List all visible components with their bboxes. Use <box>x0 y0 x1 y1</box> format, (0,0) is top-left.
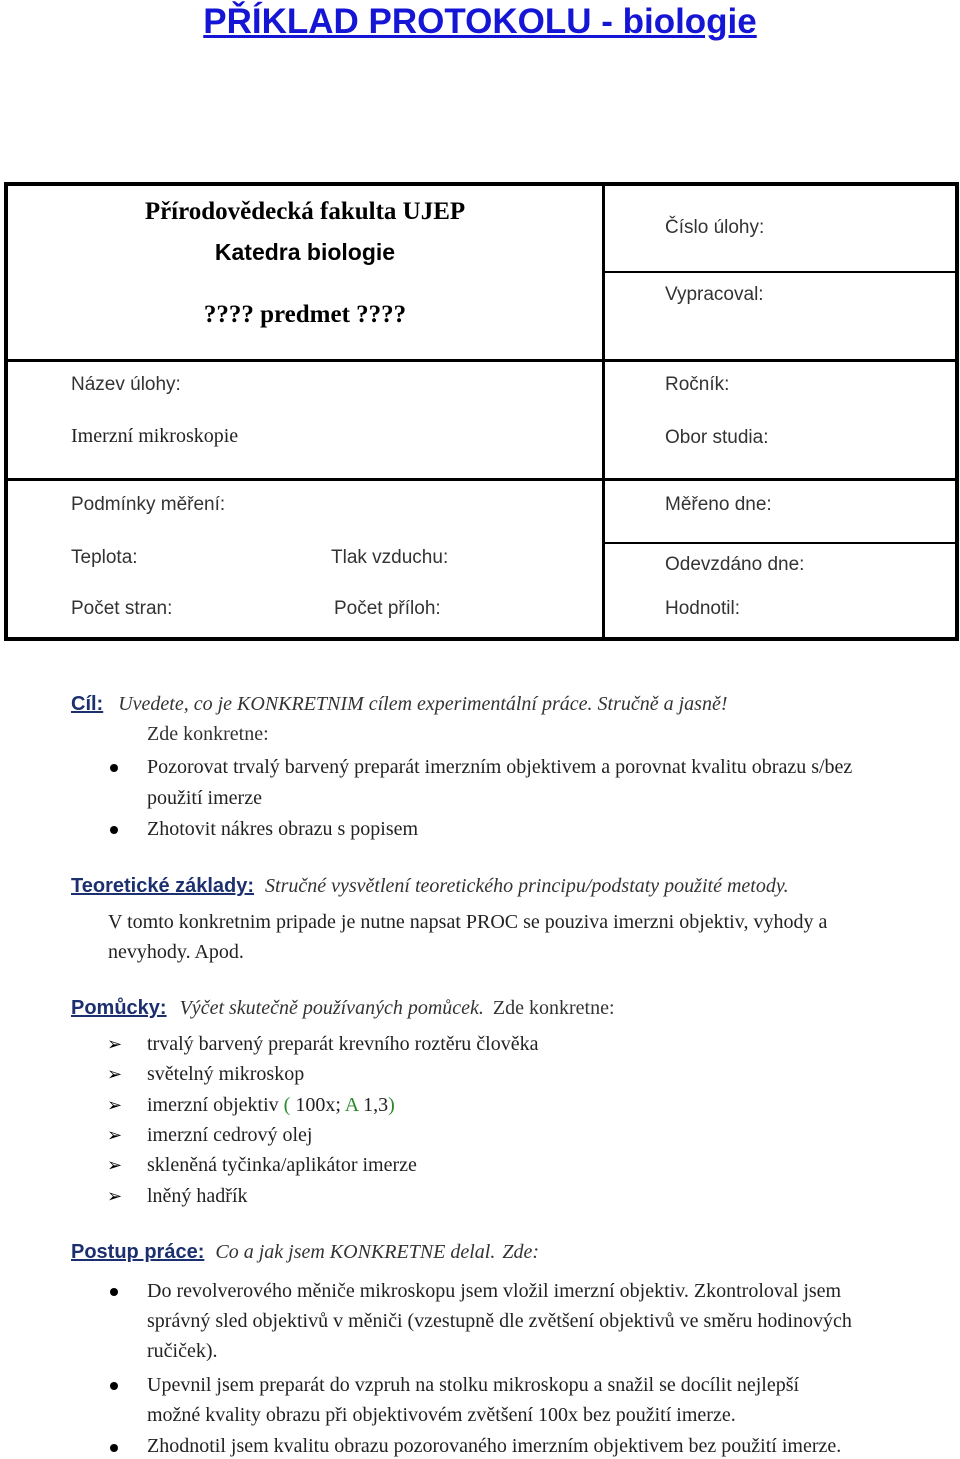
table-divider <box>605 542 955 544</box>
field-of-study-label: Obor studia: <box>665 427 769 448</box>
tools-specific-intro: Zde konkretne: <box>492 997 615 1019</box>
bullet-icon <box>110 1444 118 1452</box>
arrow-bullet-icon: ➢ <box>107 1125 123 1146</box>
objective-aperture-symbol: A <box>340 1094 359 1116</box>
goal-item-1-line2: použití imerze <box>147 787 262 809</box>
attachment-count-label: Počet příloh: <box>334 598 441 619</box>
objective-spec-open: ( <box>283 1094 291 1116</box>
tool-item-4: imerzní cedrový olej <box>147 1124 313 1146</box>
task-name-label: Název úlohy: <box>71 374 181 395</box>
procedure-heading <box>71 1241 539 1264</box>
goal-item-2: Zhotovit nákres obrazu s popisem <box>147 818 419 840</box>
tool-item-3 <box>147 1094 395 1117</box>
table-divider <box>8 478 955 481</box>
goal-specific-intro: Zde konkretne: <box>147 723 269 745</box>
tools-instruction: Výčet skutečně používaných pomůcek. <box>179 997 484 1019</box>
tools-heading <box>71 997 615 1020</box>
theory-text-line1: V tomto konkretnim pripade je nutne napsat PROC se pouziva imerzni objektiv, vyhody a <box>108 911 828 933</box>
theory-text-line2: nevyhody. Apod. <box>108 941 244 963</box>
tool-item-3-name: imerzní objektiv <box>147 1094 279 1116</box>
bullet-icon <box>110 826 118 834</box>
arrow-bullet-icon: ➢ <box>107 1034 123 1055</box>
tools-label: Pomůcky: <box>71 997 167 1019</box>
faculty-name: Přírodovědecká fakulta UJEP <box>144 198 466 225</box>
goal-label: Cíl: <box>71 693 104 715</box>
graded-by-label: Hodnotil: <box>665 598 740 619</box>
procedure-specific-intro: Zde: <box>502 1241 540 1263</box>
page-title: PŘÍKLAD PROTOKOLU - biologie <box>203 2 757 41</box>
temperature-label: Teplota: <box>71 547 138 568</box>
subject-name: ???? predmet ???? <box>203 301 407 328</box>
procedure-item-2-line2: možné kvality obrazu při objektivovém zvětšení 100x bez použití imerze. <box>147 1404 736 1426</box>
goal-item-1-line1: Pozorovat trvalý barvený preparát imerzním objektivem a porovnat kvalitu obrazu s/bez <box>147 756 853 778</box>
procedure-item-3: Zhodnotil jsem kvalitu obrazu pozorovaného imerzním objektivem bez použití imerze. <box>147 1435 842 1457</box>
table-divider <box>602 186 605 637</box>
measured-date-label: Měřeno dne: <box>665 494 772 515</box>
procedure-item-1-line3: ručiček). <box>147 1340 218 1362</box>
table-divider <box>8 359 955 362</box>
procedure-instruction: Co a jak jsem KONKRETNE delal. <box>215 1241 496 1263</box>
bullet-icon <box>110 1288 118 1296</box>
bullet-icon <box>110 1382 118 1390</box>
theory-label: Teoretické základy: <box>71 875 255 897</box>
prepared-by-label: Vypracoval: <box>665 284 764 305</box>
air-pressure-label: Tlak vzduchu: <box>331 547 449 568</box>
tool-item-5: skleněná tyčinka/aplikátor imerze <box>147 1154 417 1176</box>
table-divider <box>605 271 955 273</box>
procedure-item-1-line1: Do revolverového měniče mikroskopu jsem vložil imerzní objektiv. Zkontroloval jsem <box>147 1280 842 1302</box>
goal-instruction: Uvedete, co je KONKRETNIM cílem experimentální práce. Stručně a jasně! <box>118 693 728 715</box>
tool-item-6: lněný hadřík <box>147 1185 248 1207</box>
tool-item-1: trvalý barvený preparát krevního roztěru člověka <box>147 1033 539 1055</box>
procedure-label: Postup práce: <box>71 1241 205 1263</box>
objective-aperture-value: 1,3 <box>358 1094 389 1116</box>
goal-heading <box>71 693 728 716</box>
theory-instruction: Stručné vysvětlení teoretického principu/podstaty použité metody. <box>265 875 789 897</box>
submitted-date-label: Odevzdáno dne: <box>665 554 805 575</box>
protocol-header-table <box>4 182 959 641</box>
tool-item-2: světelný mikroskop <box>147 1063 305 1085</box>
task-name-value: Imerzní mikroskopie <box>71 425 239 447</box>
procedure-item-1-line2: správný sled objektivů v měniči (vzestupně dle zvětšení objektivů ve směru hodinových <box>147 1310 852 1332</box>
arrow-bullet-icon: ➢ <box>107 1155 123 1176</box>
task-number-label: Číslo úlohy: <box>665 217 765 238</box>
theory-heading <box>71 875 789 898</box>
objective-magnification: 100x; <box>290 1094 341 1116</box>
objective-spec-close: ) <box>388 1094 395 1116</box>
arrow-bullet-icon: ➢ <box>107 1186 123 1207</box>
bullet-icon <box>110 764 118 772</box>
arrow-bullet-icon: ➢ <box>107 1064 123 1085</box>
arrow-bullet-icon: ➢ <box>107 1095 123 1116</box>
procedure-item-2-line1: Upevnil jsem preparát do vzpruh na stolku mikroskopu a snažil se docílit nejlepší <box>147 1374 800 1396</box>
department-name: Katedra biologie <box>214 239 396 265</box>
measurement-conditions-label: Podmínky měření: <box>71 494 226 515</box>
year-label: Ročník: <box>665 374 730 395</box>
page-count-label: Počet stran: <box>71 598 173 619</box>
